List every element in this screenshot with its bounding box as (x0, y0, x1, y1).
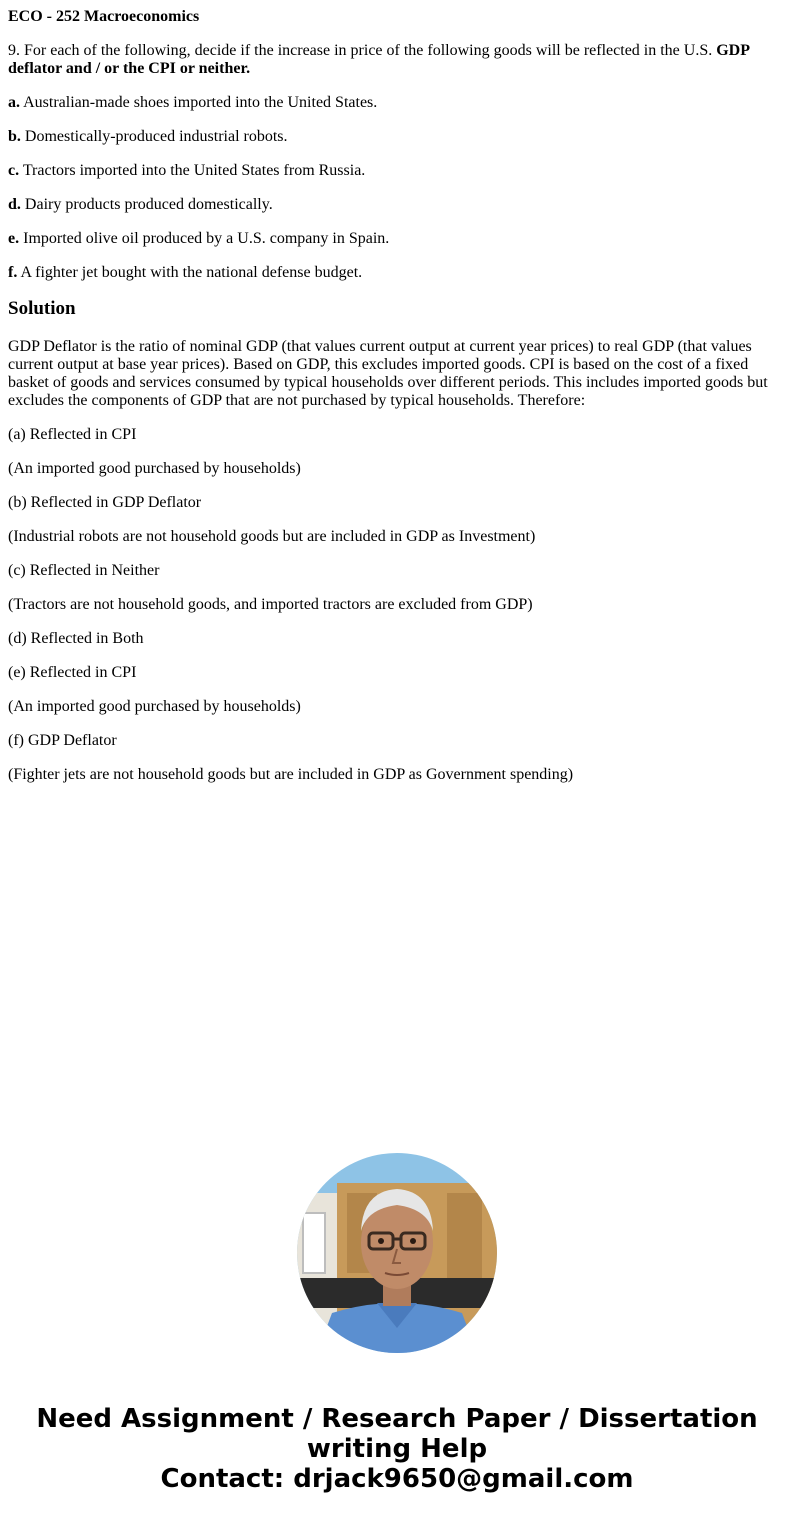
question-intro-emphasis: GDP deflator and / or the CPI or neither. (8, 42, 750, 77)
option-letter: b. (8, 128, 21, 145)
option-c (8, 162, 784, 180)
option-text: Dairy products produced domestically. (20, 196, 273, 213)
option-a (8, 94, 784, 112)
solution-line: (e) Reflected in CPI (8, 664, 137, 681)
option-text: Australian-made shoes imported into the United States. (20, 94, 378, 111)
solution-line: (d) Reflected in Both (8, 630, 144, 647)
solution-line: (a) Reflected in CPI (8, 426, 137, 443)
solution-heading: Solution (8, 298, 76, 319)
option-text: Imported olive oil produced by a U.S. company in Spain. (19, 230, 390, 247)
option-letter: e. (8, 230, 20, 247)
solution-line: (Fighter jets are not household goods but are included in GDP as Government spending) (8, 766, 574, 783)
document-body (8, 8, 784, 800)
solution-line: (c) Reflected in Neither (8, 562, 160, 579)
question-intro: 9. For each of the following, decide if the increase in price of the following goods will be reflected in the U.S. (8, 42, 717, 59)
solution-line: (An imported good purchased by households) (8, 698, 301, 715)
solution-line: (Tractors are not household goods, and imported tractors are excluded from GDP) (8, 596, 533, 613)
option-letter: d. (8, 196, 21, 213)
solution-line: (f) GDP Deflator (8, 732, 117, 749)
promo-contact: Contact: drjack9650@gmail.com (160, 1464, 634, 1494)
course-title: ECO - 252 Macroeconomics (8, 8, 200, 25)
solution-line: (Industrial robots are not household goods but are included in GDP as Investment) (8, 528, 536, 545)
option-f (8, 264, 784, 282)
question-prompt (8, 42, 784, 78)
option-b (8, 128, 784, 146)
promo-line-1: Need Assignment / Research Paper / Dissertation (36, 1404, 758, 1434)
option-letter: c. (8, 162, 20, 179)
option-letter: f. (8, 264, 18, 281)
promo-banner (0, 1404, 794, 1494)
solution-line: (b) Reflected in GDP Deflator (8, 494, 202, 511)
solution-line: (An imported good purchased by households) (8, 460, 301, 477)
promo-line-2: writing Help (306, 1434, 488, 1464)
solution-intro: GDP Deflator is the ratio of nominal GDP (that values current output at current year prices) to real GDP (that values current output at base year prices). Based on GDP, this excludes imported goods. CPI is based on the cost of a fixed basket of goods and services consumed by typical households over different periods. This includes imported goods but excludes the components of GDP that are not purchased by typical households. Therefore: (8, 338, 768, 409)
option-text: Domestically-produced industrial robots. (20, 128, 288, 145)
avatar-portrait (297, 1153, 497, 1353)
option-letter: a. (8, 94, 20, 111)
avatar (297, 1153, 497, 1353)
option-e (8, 230, 784, 248)
option-d (8, 196, 784, 214)
option-text: A fighter jet bought with the national defense budget. (17, 264, 363, 281)
option-text: Tractors imported into the United States from Russia. (19, 162, 366, 179)
